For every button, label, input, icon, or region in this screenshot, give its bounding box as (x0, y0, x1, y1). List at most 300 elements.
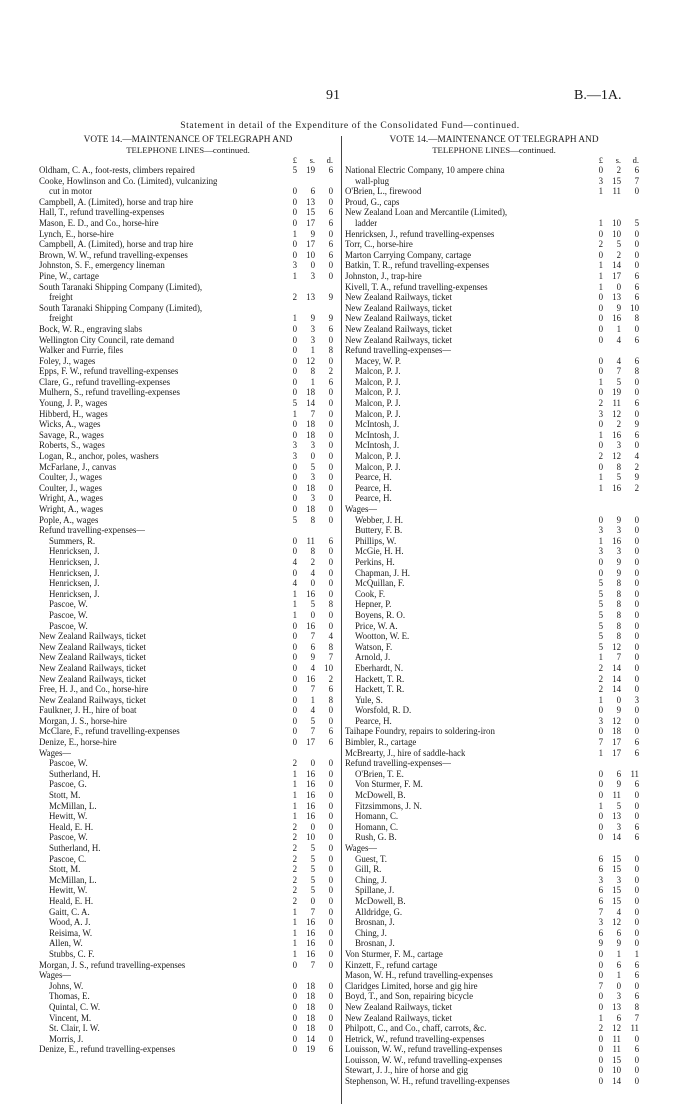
ledger-row (345, 928, 643, 939)
amount-pence: 0 (634, 684, 639, 695)
ledger-row (345, 229, 643, 240)
amount-pounds: 0 (598, 355, 603, 366)
amount-pence: 0 (328, 811, 333, 822)
ledger-row (39, 896, 337, 907)
ledger-row (345, 621, 643, 632)
amount-pounds: 7 (598, 906, 603, 917)
ledger-row (345, 451, 643, 462)
entry-description: Heald, E. H. (49, 821, 94, 832)
entry-description: New Zealand Railways, ticket (345, 313, 452, 324)
amount-pence: 7 (634, 175, 639, 186)
amount-shillings: 5 (616, 376, 621, 387)
entry-amount (593, 801, 643, 812)
amount-shillings: 3 (310, 323, 315, 334)
entry-amount (287, 483, 337, 494)
ledger-row (39, 695, 337, 706)
entry-description: Mason, W. H., refund travelling-expenses (345, 970, 493, 981)
entry-description: Ching, J. (355, 874, 387, 885)
amount-pounds: 0 (598, 705, 603, 716)
ledger-row (345, 991, 643, 1002)
entry-description: Pearce, H. (355, 715, 392, 726)
amount-shillings: 5 (310, 874, 315, 885)
amount-shillings: 11 (612, 790, 621, 801)
amount-shillings: 9 (616, 779, 621, 790)
entry-amount (287, 716, 337, 727)
ledger-row (345, 674, 643, 685)
entry-description: Pearce, H. (355, 472, 392, 483)
amount-pounds: 0 (292, 631, 297, 642)
entry-amount (287, 885, 337, 896)
ledger-row (39, 970, 337, 981)
ledger-row (39, 515, 337, 526)
amount-pounds: 3 (598, 175, 603, 186)
amount-shillings: 16 (612, 535, 621, 546)
amount-pence: 0 (328, 800, 333, 811)
entry-amount (593, 557, 643, 568)
ledger-row (39, 165, 337, 176)
amount-pounds: 9 (598, 938, 603, 949)
entry-description: Summers, R. (49, 535, 96, 546)
entry-amount (593, 282, 643, 293)
amount-shillings: 12 (612, 1023, 621, 1034)
entry-amount (593, 737, 643, 748)
amount-pounds: 0 (292, 345, 297, 356)
ledger-row (345, 854, 643, 865)
entry-description: Pascoe, W. (49, 758, 88, 769)
entry-amount (593, 896, 643, 907)
amount-pounds: 2 (292, 853, 297, 864)
entry-description: New Zealand Railways, ticket (39, 631, 146, 642)
amount-pounds: 1 (598, 186, 603, 197)
ledger-row (345, 896, 643, 907)
amount-shillings: 15 (612, 1054, 621, 1065)
entry-description: Rush, G. B. (355, 832, 397, 843)
amount-pounds: 0 (292, 482, 297, 493)
entry-description: Fitzsimmons, J. N. (355, 800, 422, 811)
entry-description: Pascoe, W. (49, 599, 88, 610)
entry-amount (287, 451, 337, 462)
amount-pounds: 5 (598, 620, 603, 631)
entry-description: freight (49, 292, 73, 303)
amount-shillings: 1 (616, 948, 621, 959)
amount-shillings: 15 (612, 175, 621, 186)
ledger-row (345, 218, 643, 229)
entry-amount (287, 928, 337, 939)
amount-pence: 0 (634, 673, 639, 684)
amount-shillings: 7 (310, 684, 315, 695)
amount-pence: 6 (634, 398, 639, 409)
ledger-row (345, 1055, 643, 1066)
amount-pounds: 0 (292, 493, 297, 504)
amount-pence: 0 (634, 641, 639, 652)
ledger-row (345, 440, 643, 451)
left-column (39, 135, 337, 1055)
ledger-row (39, 843, 337, 854)
amount-pounds: 0 (292, 186, 297, 197)
amount-pounds: 7 (598, 980, 603, 991)
amount-pence: 6 (634, 355, 639, 366)
ledger-row (39, 652, 337, 663)
amount-pounds: 0 (292, 673, 297, 684)
entry-description: Young, J. P., wages (39, 398, 108, 409)
ledger-row (345, 409, 643, 420)
amount-pounds: 0 (292, 1023, 297, 1034)
amount-pence: 6 (328, 737, 333, 748)
entry-amount (593, 1013, 643, 1024)
amount-pounds: 0 (598, 567, 603, 578)
amount-shillings: 9 (310, 652, 315, 663)
amount-shillings: 16 (306, 673, 315, 684)
entry-description: McGie, H. H. (355, 546, 404, 557)
ledger-row (345, 610, 643, 621)
ledger-row (345, 313, 643, 324)
entry-description: O'Brien, L., firewood (345, 186, 422, 197)
entry-amount (593, 695, 643, 706)
amount-pounds: 5 (598, 631, 603, 642)
amount-pounds: 1 (292, 768, 297, 779)
amount-pounds: 1 (598, 747, 603, 758)
amount-pence: 0 (328, 567, 333, 578)
entry-description: Refund travelling-expenses— (345, 345, 452, 356)
entry-description: Mulhern, S., refund travelling-expenses (39, 387, 180, 398)
entry-description: Pascoe, G. (49, 779, 87, 790)
amount-pounds: 0 (292, 1044, 297, 1055)
entry-amount (593, 1023, 643, 1034)
entry-description: Buttery, F. B. (355, 525, 403, 536)
ledger-row (345, 875, 643, 886)
amount-pounds: 4 (292, 578, 297, 589)
entry-amount (287, 515, 337, 526)
ledger-row (39, 451, 337, 462)
entry-description: New Zealand Loan and Mercantile (Limited), (345, 207, 508, 218)
ledger-row (345, 663, 643, 674)
amount-shillings: 18 (306, 387, 315, 398)
ledger-row (39, 885, 337, 896)
ledger-row (39, 207, 337, 218)
amount-shillings: 7 (310, 959, 315, 970)
amount-pounds: 0 (598, 165, 603, 175)
entry-description: Cooke, Howlinson and Co. (Limited), vulcanizing (39, 175, 218, 186)
amount-pounds: 2 (292, 864, 297, 875)
amount-shillings: 5 (616, 472, 621, 483)
entry-amount (593, 652, 643, 663)
entry-description: Vincent, M. (49, 1012, 92, 1023)
amount-shillings: 13 (306, 292, 315, 303)
entry-amount (593, 1002, 643, 1013)
entry-amount (593, 885, 643, 896)
ledger-row (345, 960, 643, 971)
amount-pence: 2 (328, 673, 333, 684)
entry-description: New Zealand Railways, ticket (345, 292, 452, 303)
amount-pounds: 0 (598, 948, 603, 959)
amount-pence: 6 (634, 281, 639, 292)
amount-pounds: 1 (292, 270, 297, 281)
amount-pounds: 0 (292, 980, 297, 991)
entry-amount (593, 621, 643, 632)
entry-amount (593, 472, 643, 483)
amount-pence: 0 (328, 493, 333, 504)
amount-pence: 8 (328, 641, 333, 652)
amount-pounds: 1 (292, 599, 297, 610)
amount-pounds: 6 (598, 927, 603, 938)
amount-pence: 0 (634, 376, 639, 387)
amount-pounds: 1 (292, 938, 297, 949)
ledger-row (39, 356, 337, 367)
amount-pounds: 1 (598, 800, 603, 811)
ledger-row (345, 705, 643, 716)
entry-description: Brosnan, J. (355, 917, 395, 928)
entry-amount (287, 684, 337, 695)
ledger-row (39, 440, 337, 451)
entry-description: Free, H. J., and Co., horse-hire (39, 684, 149, 695)
pence-label: d. (326, 155, 333, 165)
entry-amount (287, 801, 337, 812)
entry-description: Hetrick, W., refund travelling-expenses (345, 1033, 485, 1044)
entry-description: McMillan, L. (49, 800, 97, 811)
amount-shillings: 14 (612, 260, 621, 271)
amount-pounds: 0 (292, 991, 297, 1002)
amount-pence: 0 (328, 334, 333, 345)
amount-pence: 0 (634, 895, 639, 906)
entry-description: Morgan, J. S., refund travelling-expenses (39, 959, 186, 970)
amount-shillings: 18 (306, 1012, 315, 1023)
amount-pence: 6 (634, 429, 639, 440)
ledger-row (39, 716, 337, 727)
ledger-row (39, 822, 337, 833)
amount-shillings: 1 (310, 376, 315, 387)
ledger-row (345, 822, 643, 833)
ledger-row (345, 1013, 643, 1024)
amount-shillings: 7 (310, 906, 315, 917)
amount-shillings: 5 (310, 461, 315, 472)
entry-amount (287, 875, 337, 886)
entry-amount (287, 1023, 337, 1034)
ledger-row (345, 462, 643, 473)
entry-description: Boyens, R. O. (355, 609, 406, 620)
amount-pence: 0 (328, 715, 333, 726)
amount-pence: 0 (634, 440, 639, 451)
amount-pence: 4 (328, 631, 333, 642)
amount-shillings: 16 (612, 313, 621, 324)
ledger-row (39, 631, 337, 642)
amount-pounds: 5 (598, 609, 603, 620)
ledger-row (39, 218, 337, 229)
entry-description: Yule, S. (355, 694, 383, 705)
entry-description: Sutherland, H. (49, 843, 101, 853)
ledger-row (39, 335, 337, 346)
entry-description: Thomas, E. (49, 991, 90, 1002)
entry-amount (287, 387, 337, 398)
entry-amount (287, 779, 337, 790)
entry-amount (287, 377, 337, 388)
amount-pence: 0 (328, 853, 333, 864)
amount-pounds: 0 (292, 737, 297, 748)
entry-amount (287, 917, 337, 928)
amount-shillings: 11 (612, 398, 621, 409)
amount-pounds: 6 (598, 853, 603, 864)
entry-amount (287, 854, 337, 865)
amount-shillings: 4 (310, 705, 315, 716)
entry-amount (287, 430, 337, 441)
entry-description: Brosnan, J. (355, 938, 395, 949)
ledger-row (345, 885, 643, 896)
amount-shillings: 0 (310, 609, 315, 620)
amount-shillings: 5 (310, 843, 315, 853)
entry-amount (287, 832, 337, 843)
page-number: 91 (326, 88, 340, 103)
amount-shillings: 11 (612, 186, 621, 197)
amount-pence: 6 (328, 217, 333, 228)
amount-shillings: 2 (616, 165, 621, 175)
ledger-row (39, 938, 337, 949)
amount-pence: 0 (634, 239, 639, 250)
amount-pence: 9 (328, 292, 333, 303)
entry-description: Kinzett, F., refund cartage (345, 959, 438, 970)
entry-amount (593, 1076, 643, 1087)
ledger-row (39, 769, 337, 780)
ledger-row (39, 568, 337, 579)
amount-shillings: 12 (612, 715, 621, 726)
entry-amount (593, 854, 643, 865)
ledger-row (345, 546, 643, 557)
amount-pounds: 0 (598, 302, 603, 313)
amount-shillings: 18 (306, 1023, 315, 1034)
amount-pounds: 2 (598, 673, 603, 684)
amount-shillings: 14 (612, 684, 621, 695)
entry-amount (593, 726, 643, 737)
amount-pounds: 0 (598, 313, 603, 324)
amount-shillings: 6 (310, 641, 315, 652)
amount-pounds: 3 (598, 408, 603, 419)
amount-pounds: 5 (292, 398, 297, 409)
entry-description: Morgan, J. S., horse-hire (39, 715, 127, 726)
ledger-row (39, 748, 337, 759)
amount-pounds: 0 (292, 1001, 297, 1012)
amount-pence: 8 (328, 694, 333, 705)
ledger-row (39, 313, 337, 324)
amount-shillings: 5 (616, 800, 621, 811)
entry-description: Malcon, P. J. (355, 366, 401, 377)
amount-pounds: 1 (598, 472, 603, 483)
amount-pence: 0 (328, 546, 333, 557)
entry-amount (287, 165, 337, 176)
entry-description: Henricksen, J. (49, 578, 100, 589)
ledger-row (345, 790, 643, 801)
entry-description: Denize, E., horse-hire (39, 737, 117, 748)
entry-description: Hewitt, W. (49, 811, 88, 822)
amount-pence: 0 (328, 821, 333, 832)
entry-amount (593, 515, 643, 526)
amount-pounds: 0 (292, 366, 297, 377)
amount-shillings: 5 (616, 239, 621, 250)
entry-description: Kivell, T. A., refund travelling-expenses (345, 281, 488, 292)
ledger-row (345, 748, 643, 759)
entry-amount (593, 1034, 643, 1045)
amount-pounds: 0 (292, 726, 297, 737)
ledger-row (39, 981, 337, 992)
ledger-row (345, 949, 643, 960)
entry-amount (287, 621, 337, 632)
amount-pounds: 0 (598, 1001, 603, 1012)
amount-pence: 0 (328, 408, 333, 419)
ledger-row (345, 504, 643, 515)
amount-shillings: 9 (310, 313, 315, 324)
amount-pence: 0 (328, 620, 333, 631)
amount-pounds: 0 (292, 1033, 297, 1044)
entry-amount (593, 589, 643, 600)
entry-description: McDowell, B. (355, 790, 406, 801)
amount-pence: 0 (328, 461, 333, 472)
amount-pounds: 0 (598, 1044, 603, 1055)
amount-shillings: 12 (306, 355, 315, 366)
entry-description: Wages— (39, 970, 72, 981)
ledger-row (345, 907, 643, 918)
entry-description: Pearce, H. (355, 493, 392, 504)
entry-description: New Zealand Railways, ticket (345, 302, 452, 313)
entry-amount (287, 599, 337, 610)
amount-shillings: 6 (616, 927, 621, 938)
amount-pence: 0 (634, 249, 639, 260)
entry-amount (593, 1044, 643, 1055)
ledger-row (39, 303, 337, 314)
amount-pence: 0 (328, 938, 333, 949)
amount-pence: 1 (634, 948, 639, 959)
ledger-row (345, 981, 643, 992)
amount-pounds: 0 (598, 461, 603, 472)
amount-pounds: 3 (598, 546, 603, 557)
entry-description: Mason, E. D., and Co., horse-hire (39, 217, 159, 228)
amount-shillings: 17 (306, 217, 315, 228)
entry-description: McClare, F., refund travelling-expenses (39, 726, 180, 737)
amount-shillings: 11 (306, 535, 315, 546)
amount-pence: 0 (328, 758, 333, 769)
amount-pence: 0 (634, 514, 639, 525)
entry-description: South Taranaki Shipping Company (Limited), (39, 281, 203, 292)
entry-description: Price, W. A. (355, 620, 398, 631)
entry-description: Clare, G., refund travelling-expenses (39, 376, 171, 387)
amount-shillings: 15 (306, 207, 315, 218)
ledger-row (345, 419, 643, 430)
entry-amount (287, 578, 337, 589)
entry-description: Phillips, W. (355, 535, 397, 546)
amount-shillings: 14 (612, 662, 621, 673)
amount-pounds: 0 (292, 249, 297, 260)
amount-shillings: 16 (306, 811, 315, 822)
ledger-row (345, 515, 643, 526)
entry-amount (287, 1013, 337, 1024)
ledger-row (39, 250, 337, 261)
ledger-row (39, 282, 337, 293)
amount-pounds: 0 (598, 959, 603, 970)
ledger-row (345, 271, 643, 282)
amount-pounds: 0 (292, 472, 297, 483)
entry-description: Pascoe, W. (49, 832, 88, 843)
entry-description: Gaitt, C. A. (49, 906, 90, 917)
amount-shillings: 3 (616, 525, 621, 536)
ledger-row (345, 292, 643, 303)
entry-description: Homann, C. (355, 811, 399, 822)
amount-shillings: 8 (616, 620, 621, 631)
entry-amount (593, 938, 643, 949)
ledger-row (345, 684, 643, 695)
amount-shillings: 8 (310, 514, 315, 525)
amount-shillings: 1 (310, 694, 315, 705)
amount-pence: 0 (634, 546, 639, 557)
amount-pence: 0 (328, 472, 333, 483)
amount-pence: 2 (634, 482, 639, 493)
right-vote-heading-line1: VOTE 14.—MAINTENANCE OT TELEGRAPH AND (389, 135, 599, 145)
entry-amount (287, 366, 337, 377)
